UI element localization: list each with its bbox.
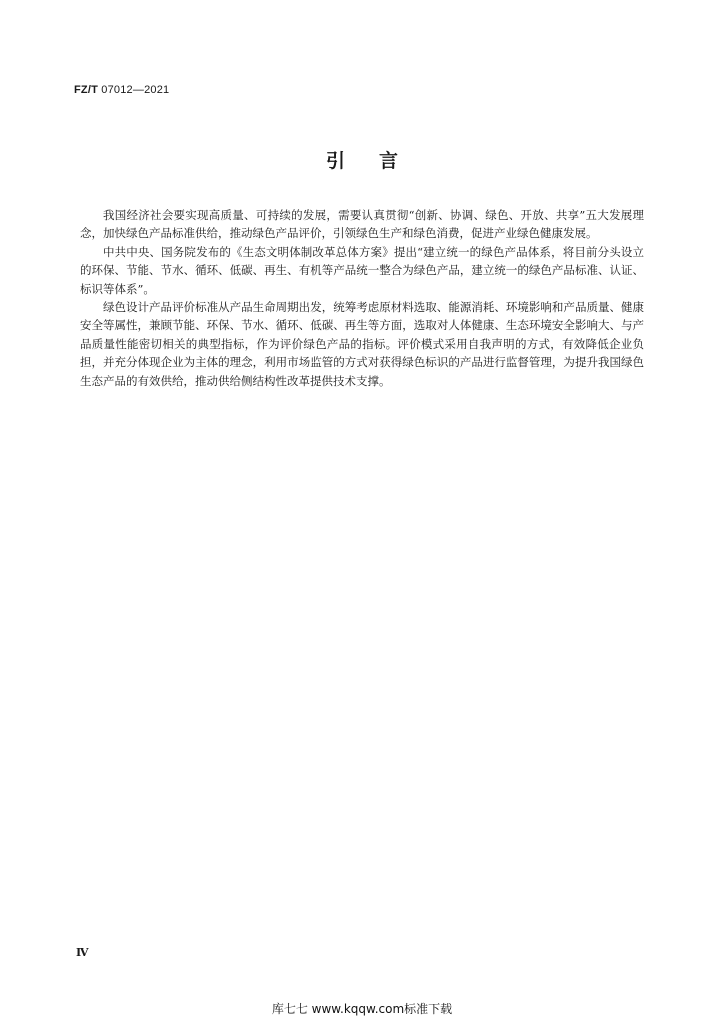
paragraph-2: 中共中央、国务院发布的《生态文明体制改革总体方案》提出“建立统一的绿色产品体系，将目前分头设立的环保、节能、节水、循环、低碳、再生、有机等产品统一整合为绿色产品，建立统一的绿色产品标准、认证、标识等体系”。 <box>80 244 644 296</box>
paragraph-3: 绿色设计产品评价标准从产品生命周期出发，统筹考虑原材料选取、能源消耗、环境影响和产品质量、健康安全等属性，兼顾节能、环保、节水、循环、低碳、再生等方面，选取对人体健康、生态环境安全影响大、与产品质量性能密切相关的典型指标，作为评价绿色产品的指标。评价模式采用自我声明的方式，有效降低企业负担，并充分体现企业为主体的理念，利用市场监管的方式对获得绿色标识的产品进行监督管理，为提升我国绿色生态产品的有效供给，推动供给侧结构性改革提供技术支撑。 <box>80 300 644 388</box>
paragraph-1: 我国经济社会要实现高质量、可持续的发展，需要认真贯彻“创新、协调、绿色、开放、共享”五大发展理念，加快绿色产品标准供给，推动绿色产品评价，引领绿色生产和绿色消费，促进产业绿色健康发展。 <box>80 208 644 241</box>
download-footer: 库七七 www.kqqw.com标准下载 <box>271 1002 453 1016</box>
standard-code-prefix: FZ/T <box>74 84 99 96</box>
introduction-body <box>80 206 644 390</box>
standard-code <box>74 84 169 96</box>
page-title: 引言 <box>325 150 432 172</box>
standard-code-number: 07012—2021 <box>101 84 170 96</box>
page-number: Ⅳ <box>76 946 89 959</box>
